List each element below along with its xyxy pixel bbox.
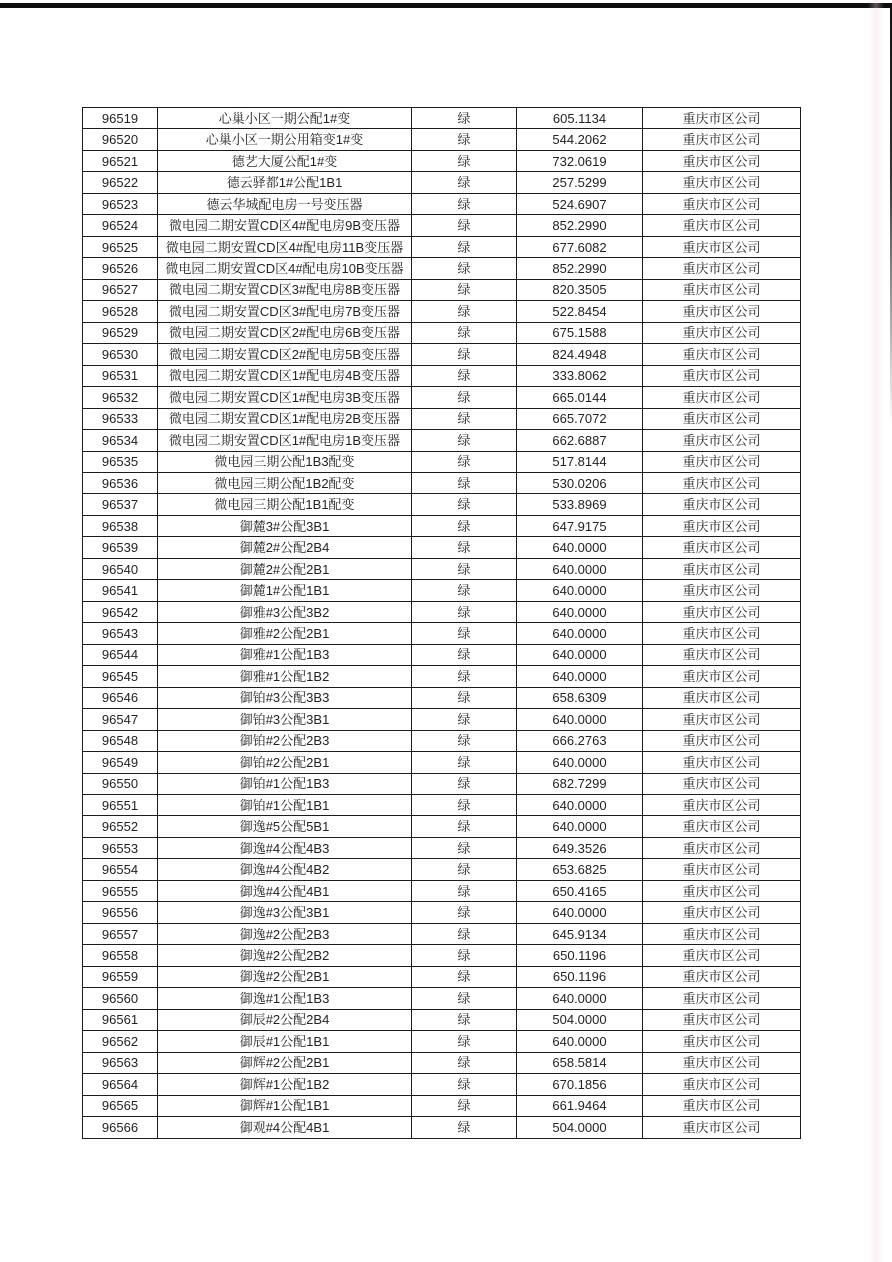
cell-status-green: 绿	[412, 108, 517, 129]
cell-value: 640.0000	[517, 816, 643, 837]
table-row	[83, 730, 801, 751]
cell-record-id: 96555	[83, 880, 158, 901]
cell-device-name: 御铂#3公配3B1	[158, 709, 412, 730]
cell-status-green: 绿	[412, 215, 517, 236]
table-row	[83, 193, 801, 214]
cell-record-id: 96541	[83, 580, 158, 601]
table-row	[83, 129, 801, 150]
cell-status-green: 绿	[412, 966, 517, 987]
cell-record-id: 96535	[83, 451, 158, 472]
cell-value: 649.3526	[517, 837, 643, 858]
table-row	[83, 558, 801, 579]
cell-record-id: 96539	[83, 537, 158, 558]
cell-device-name: 御辉#1公配1B1	[158, 1095, 412, 1116]
cell-record-id: 96559	[83, 966, 158, 987]
table-row	[83, 494, 801, 515]
cell-value: 504.0000	[517, 1117, 643, 1138]
cell-device-name: 御辰#1公配1B1	[158, 1031, 412, 1052]
cell-status-green: 绿	[412, 236, 517, 257]
cell-device-name: 微电园二期安置CD区3#配电房8B变压器	[158, 279, 412, 300]
table-row	[83, 365, 801, 386]
cell-value: 530.0206	[517, 472, 643, 493]
cell-company: 重庆市区公司	[643, 837, 801, 858]
cell-device-name: 御麓2#公配2B4	[158, 537, 412, 558]
cell-record-id: 96552	[83, 816, 158, 837]
cell-status-green: 绿	[412, 387, 517, 408]
cell-company: 重庆市区公司	[643, 923, 801, 944]
table-row	[83, 279, 801, 300]
cell-status-green: 绿	[412, 709, 517, 730]
cell-company: 重庆市区公司	[643, 108, 801, 129]
cell-company: 重庆市区公司	[643, 515, 801, 536]
cell-company: 重庆市区公司	[643, 129, 801, 150]
cell-record-id: 96556	[83, 902, 158, 923]
cell-record-id: 96527	[83, 279, 158, 300]
cell-company: 重庆市区公司	[643, 172, 801, 193]
cell-value: 640.0000	[517, 644, 643, 665]
cell-status-green: 绿	[412, 644, 517, 665]
cell-value: 640.0000	[517, 902, 643, 923]
cell-status-green: 绿	[412, 193, 517, 214]
cell-status-green: 绿	[412, 451, 517, 472]
cell-device-name: 微电园二期安置CD区4#配电房9B变压器	[158, 215, 412, 236]
cell-record-id: 96525	[83, 236, 158, 257]
cell-company: 重庆市区公司	[643, 215, 801, 236]
cell-company: 重庆市区公司	[643, 795, 801, 816]
cell-device-name: 御铂#1公配1B1	[158, 795, 412, 816]
table-row	[83, 451, 801, 472]
cell-device-name: 御逸#4公配4B1	[158, 880, 412, 901]
cell-record-id: 96549	[83, 752, 158, 773]
cell-value: 640.0000	[517, 580, 643, 601]
cell-device-name: 微电园二期安置CD区2#配电房6B变压器	[158, 322, 412, 343]
table-row	[83, 773, 801, 794]
cell-device-name: 微电园二期安置CD区3#配电房7B变压器	[158, 301, 412, 322]
cell-status-green: 绿	[412, 773, 517, 794]
cell-record-id: 96545	[83, 666, 158, 687]
cell-device-name: 御逸#1公配1B3	[158, 988, 412, 1009]
table-row	[83, 344, 801, 365]
cell-status-green: 绿	[412, 623, 517, 644]
cell-record-id: 96530	[83, 344, 158, 365]
cell-status-green: 绿	[412, 365, 517, 386]
cell-record-id: 96560	[83, 988, 158, 1009]
cell-company: 重庆市区公司	[643, 472, 801, 493]
cell-device-name: 微电园三期公配1B2配变	[158, 472, 412, 493]
table-row	[83, 837, 801, 858]
cell-status-green: 绿	[412, 880, 517, 901]
cell-status-green: 绿	[412, 515, 517, 536]
cell-record-id: 96532	[83, 387, 158, 408]
table-row	[83, 322, 801, 343]
cell-company: 重庆市区公司	[643, 387, 801, 408]
cell-record-id: 96553	[83, 837, 158, 858]
cell-device-name: 御观#4公配4B1	[158, 1117, 412, 1138]
cell-device-name: 微电园二期安置CD区4#配电房11B变压器	[158, 236, 412, 257]
cell-value: 852.2990	[517, 258, 643, 279]
cell-value: 670.1856	[517, 1074, 643, 1095]
cell-value: 517.8144	[517, 451, 643, 472]
cell-value: 605.1134	[517, 108, 643, 129]
cell-company: 重庆市区公司	[643, 537, 801, 558]
cell-device-name: 微电园二期安置CD区1#配电房3B变压器	[158, 387, 412, 408]
cell-value: 647.9175	[517, 515, 643, 536]
cell-value: 640.0000	[517, 537, 643, 558]
table-row	[83, 150, 801, 171]
cell-device-name: 微电园二期安置CD区2#配电房5B变压器	[158, 344, 412, 365]
cell-company: 重庆市区公司	[643, 365, 801, 386]
table-row	[83, 387, 801, 408]
cell-status-green: 绿	[412, 666, 517, 687]
cell-value: 824.4948	[517, 344, 643, 365]
cell-record-id: 96547	[83, 709, 158, 730]
cell-company: 重庆市区公司	[643, 236, 801, 257]
cell-status-green: 绿	[412, 902, 517, 923]
cell-device-name: 微电园三期公配1B1配变	[158, 494, 412, 515]
cell-value: 658.6309	[517, 687, 643, 708]
cell-status-green: 绿	[412, 687, 517, 708]
cell-value: 650.1196	[517, 966, 643, 987]
cell-device-name: 御逸#4公配4B2	[158, 859, 412, 880]
cell-status-green: 绿	[412, 988, 517, 1009]
table-row	[83, 687, 801, 708]
cell-value: 640.0000	[517, 666, 643, 687]
cell-status-green: 绿	[412, 344, 517, 365]
table-row	[83, 795, 801, 816]
cell-device-name: 御辉#1公配1B2	[158, 1074, 412, 1095]
cell-value: 661.9464	[517, 1095, 643, 1116]
cell-company: 重庆市区公司	[643, 880, 801, 901]
cell-value: 650.4165	[517, 880, 643, 901]
table-row	[83, 601, 801, 622]
cell-company: 重庆市区公司	[643, 558, 801, 579]
table-row	[83, 859, 801, 880]
cell-record-id: 96520	[83, 129, 158, 150]
cell-company: 重庆市区公司	[643, 1117, 801, 1138]
cell-value: 640.0000	[517, 709, 643, 730]
table-row	[83, 1031, 801, 1052]
cell-company: 重庆市区公司	[643, 1031, 801, 1052]
table-row	[83, 236, 801, 257]
cell-record-id: 96537	[83, 494, 158, 515]
cell-record-id: 96521	[83, 150, 158, 171]
cell-value: 640.0000	[517, 601, 643, 622]
cell-company: 重庆市区公司	[643, 1009, 801, 1030]
table-row	[83, 666, 801, 687]
table-row	[83, 945, 801, 966]
cell-record-id: 96538	[83, 515, 158, 536]
transformer-table	[82, 107, 801, 1139]
cell-status-green: 绿	[412, 150, 517, 171]
cell-value: 677.6082	[517, 236, 643, 257]
cell-company: 重庆市区公司	[643, 966, 801, 987]
cell-status-green: 绿	[412, 816, 517, 837]
table-row	[83, 1074, 801, 1095]
cell-record-id: 96554	[83, 859, 158, 880]
cell-company: 重庆市区公司	[643, 451, 801, 472]
cell-company: 重庆市区公司	[643, 623, 801, 644]
cell-value: 645.9134	[517, 923, 643, 944]
cell-record-id: 96526	[83, 258, 158, 279]
cell-value: 544.2062	[517, 129, 643, 150]
table-row	[83, 816, 801, 837]
cell-status-green: 绿	[412, 172, 517, 193]
cell-device-name: 德云华城配电房一号变压器	[158, 193, 412, 214]
cell-status-green: 绿	[412, 837, 517, 858]
cell-device-name: 御辰#2公配2B4	[158, 1009, 412, 1030]
cell-company: 重庆市区公司	[643, 258, 801, 279]
cell-record-id: 96531	[83, 365, 158, 386]
cell-company: 重庆市区公司	[643, 1095, 801, 1116]
cell-record-id: 96557	[83, 923, 158, 944]
cell-status-green: 绿	[412, 795, 517, 816]
cell-company: 重庆市区公司	[643, 1052, 801, 1073]
cell-device-name: 微电园二期安置CD区1#配电房4B变压器	[158, 365, 412, 386]
cell-company: 重庆市区公司	[643, 945, 801, 966]
cell-company: 重庆市区公司	[643, 193, 801, 214]
cell-status-green: 绿	[412, 258, 517, 279]
cell-status-green: 绿	[412, 752, 517, 773]
cell-device-name: 御逸#2公配2B1	[158, 966, 412, 987]
cell-record-id: 96565	[83, 1095, 158, 1116]
cell-value: 732.0619	[517, 150, 643, 171]
cell-status-green: 绿	[412, 1117, 517, 1138]
cell-company: 重庆市区公司	[643, 150, 801, 171]
cell-company: 重庆市区公司	[643, 408, 801, 429]
cell-record-id: 96563	[83, 1052, 158, 1073]
cell-company: 重庆市区公司	[643, 859, 801, 880]
cell-status-green: 绿	[412, 322, 517, 343]
table-row	[83, 537, 801, 558]
cell-device-name: 微电园三期公配1B3配变	[158, 451, 412, 472]
transformer-table-body	[83, 108, 801, 1139]
cell-value: 257.5299	[517, 172, 643, 193]
cell-value: 640.0000	[517, 558, 643, 579]
scan-artifact-right-tint	[868, 0, 884, 1262]
cell-device-name: 心巢小区一期公配1#变	[158, 108, 412, 129]
cell-value: 522.8454	[517, 301, 643, 322]
table-row	[83, 430, 801, 451]
cell-device-name: 御辉#2公配2B1	[158, 1052, 412, 1073]
cell-device-name: 御逸#5公配5B1	[158, 816, 412, 837]
cell-company: 重庆市区公司	[643, 773, 801, 794]
cell-company: 重庆市区公司	[643, 430, 801, 451]
table-row	[83, 709, 801, 730]
cell-company: 重庆市区公司	[643, 730, 801, 751]
cell-status-green: 绿	[412, 430, 517, 451]
cell-device-name: 御麓3#公配3B1	[158, 515, 412, 536]
cell-device-name: 御雅#1公配1B2	[158, 666, 412, 687]
table-row	[83, 1009, 801, 1030]
cell-company: 重庆市区公司	[643, 988, 801, 1009]
cell-device-name: 御铂#2公配2B3	[158, 730, 412, 751]
table-row	[83, 472, 801, 493]
cell-device-name: 微电园二期安置CD区4#配电房10B变压器	[158, 258, 412, 279]
cell-status-green: 绿	[412, 923, 517, 944]
cell-record-id: 96548	[83, 730, 158, 751]
cell-record-id: 96540	[83, 558, 158, 579]
cell-device-name: 微电园二期安置CD区1#配电房1B变压器	[158, 430, 412, 451]
cell-record-id: 96566	[83, 1117, 158, 1138]
cell-value: 666.2763	[517, 730, 643, 751]
cell-status-green: 绿	[412, 1095, 517, 1116]
table-row	[83, 880, 801, 901]
cell-value: 658.5814	[517, 1052, 643, 1073]
table-row	[83, 1052, 801, 1073]
cell-record-id: 96542	[83, 601, 158, 622]
cell-value: 524.6907	[517, 193, 643, 214]
cell-record-id: 96543	[83, 623, 158, 644]
cell-company: 重庆市区公司	[643, 1074, 801, 1095]
cell-device-name: 御逸#4公配4B3	[158, 837, 412, 858]
table-row	[83, 966, 801, 987]
cell-value: 650.1196	[517, 945, 643, 966]
cell-device-name: 心巢小区一期公用箱变1#变	[158, 129, 412, 150]
cell-status-green: 绿	[412, 129, 517, 150]
table-row	[83, 108, 801, 129]
cell-value: 640.0000	[517, 623, 643, 644]
cell-device-name: 御麓1#公配1B1	[158, 580, 412, 601]
cell-company: 重庆市区公司	[643, 709, 801, 730]
cell-record-id: 96519	[83, 108, 158, 129]
table-row	[83, 988, 801, 1009]
cell-device-name: 御逸#2公配2B2	[158, 945, 412, 966]
cell-company: 重庆市区公司	[643, 687, 801, 708]
cell-value: 640.0000	[517, 795, 643, 816]
cell-company: 重庆市区公司	[643, 752, 801, 773]
cell-device-name: 御逸#2公配2B3	[158, 923, 412, 944]
cell-device-name: 御雅#2公配2B1	[158, 623, 412, 644]
cell-value: 675.1588	[517, 322, 643, 343]
cell-value: 653.6825	[517, 859, 643, 880]
cell-device-name: 御雅#1公配1B3	[158, 644, 412, 665]
cell-record-id: 96551	[83, 795, 158, 816]
table-row	[83, 301, 801, 322]
cell-status-green: 绿	[412, 945, 517, 966]
cell-status-green: 绿	[412, 730, 517, 751]
cell-device-name: 御铂#2公配2B1	[158, 752, 412, 773]
cell-value: 504.0000	[517, 1009, 643, 1030]
table-row	[83, 1117, 801, 1138]
cell-company: 重庆市区公司	[643, 666, 801, 687]
cell-record-id: 96564	[83, 1074, 158, 1095]
cell-company: 重庆市区公司	[643, 344, 801, 365]
cell-value: 640.0000	[517, 1031, 643, 1052]
cell-record-id: 96550	[83, 773, 158, 794]
cell-record-id: 96544	[83, 644, 158, 665]
cell-value: 640.0000	[517, 988, 643, 1009]
cell-company: 重庆市区公司	[643, 902, 801, 923]
cell-status-green: 绿	[412, 601, 517, 622]
cell-device-name: 微电园二期安置CD区1#配电房2B变压器	[158, 408, 412, 429]
cell-company: 重庆市区公司	[643, 279, 801, 300]
table-row	[83, 623, 801, 644]
cell-status-green: 绿	[412, 580, 517, 601]
table-row	[83, 258, 801, 279]
cell-record-id: 96546	[83, 687, 158, 708]
scan-artifact-top-bar	[0, 3, 892, 8]
cell-record-id: 96528	[83, 301, 158, 322]
cell-record-id: 96522	[83, 172, 158, 193]
cell-record-id: 96523	[83, 193, 158, 214]
cell-record-id: 96529	[83, 322, 158, 343]
cell-status-green: 绿	[412, 408, 517, 429]
cell-value: 820.3505	[517, 279, 643, 300]
cell-status-green: 绿	[412, 1009, 517, 1030]
cell-record-id: 96524	[83, 215, 158, 236]
cell-value: 682.7299	[517, 773, 643, 794]
table-row	[83, 644, 801, 665]
cell-value: 852.2990	[517, 215, 643, 236]
table-row	[83, 752, 801, 773]
cell-device-name: 御铂#1公配1B3	[158, 773, 412, 794]
cell-value: 640.0000	[517, 752, 643, 773]
cell-status-green: 绿	[412, 1074, 517, 1095]
table-row	[83, 902, 801, 923]
table-row	[83, 172, 801, 193]
cell-status-green: 绿	[412, 472, 517, 493]
cell-company: 重庆市区公司	[643, 644, 801, 665]
cell-company: 重庆市区公司	[643, 301, 801, 322]
cell-value: 665.0144	[517, 387, 643, 408]
cell-status-green: 绿	[412, 859, 517, 880]
cell-status-green: 绿	[412, 1031, 517, 1052]
cell-record-id: 96561	[83, 1009, 158, 1030]
cell-status-green: 绿	[412, 558, 517, 579]
cell-device-name: 德云驿都1#公配1B1	[158, 172, 412, 193]
cell-value: 662.6887	[517, 430, 643, 451]
cell-company: 重庆市区公司	[643, 494, 801, 515]
table-row	[83, 408, 801, 429]
cell-value: 533.8969	[517, 494, 643, 515]
cell-status-green: 绿	[412, 494, 517, 515]
cell-value: 333.8062	[517, 365, 643, 386]
cell-company: 重庆市区公司	[643, 601, 801, 622]
table-row	[83, 923, 801, 944]
table-row	[83, 215, 801, 236]
cell-status-green: 绿	[412, 1052, 517, 1073]
cell-record-id: 96558	[83, 945, 158, 966]
cell-record-id: 96536	[83, 472, 158, 493]
table-row	[83, 580, 801, 601]
cell-company: 重庆市区公司	[643, 580, 801, 601]
cell-record-id: 96534	[83, 430, 158, 451]
cell-device-name: 御铂#3公配3B3	[158, 687, 412, 708]
cell-device-name: 御逸#3公配3B1	[158, 902, 412, 923]
cell-value: 665.7072	[517, 408, 643, 429]
cell-device-name: 御雅#3公配3B2	[158, 601, 412, 622]
table-row	[83, 1095, 801, 1116]
cell-record-id: 96533	[83, 408, 158, 429]
cell-status-green: 绿	[412, 279, 517, 300]
cell-company: 重庆市区公司	[643, 816, 801, 837]
cell-status-green: 绿	[412, 537, 517, 558]
cell-status-green: 绿	[412, 301, 517, 322]
cell-company: 重庆市区公司	[643, 322, 801, 343]
cell-device-name: 御麓2#公配2B1	[158, 558, 412, 579]
table-row	[83, 515, 801, 536]
cell-record-id: 96562	[83, 1031, 158, 1052]
cell-device-name: 德艺大厦公配1#变	[158, 150, 412, 171]
